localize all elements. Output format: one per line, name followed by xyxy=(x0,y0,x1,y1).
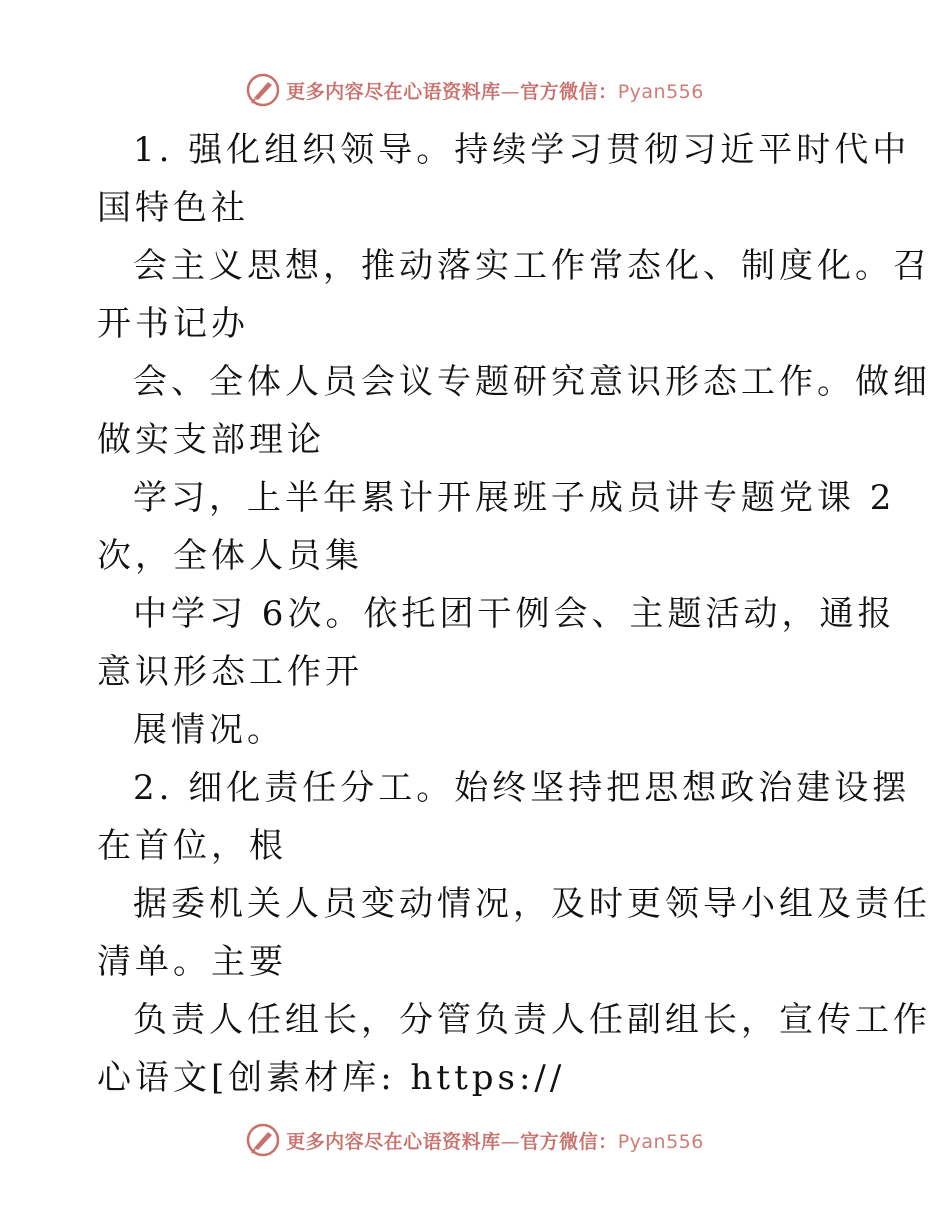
footer-brand: 更多内容尽在心语资料库 xyxy=(286,1130,501,1153)
body-line: 中学习 6次。依托团干例会、主题活动，通报 xyxy=(133,594,896,634)
quill-badge-icon xyxy=(246,73,280,107)
body-line: 1. 强化组织领导。持续学习贯彻习近平时代中 xyxy=(133,130,911,170)
footer-account: Pyan556 xyxy=(617,1130,704,1153)
body-line: 据委机关人员变动情况，及时更领导小组及责任 xyxy=(133,884,931,924)
body-line: 会、全体人员会议专题研究意识形态工作。做细 xyxy=(133,362,931,402)
body-line: 开书记办 xyxy=(97,304,249,344)
footer-text xyxy=(286,1127,704,1154)
header-official: 官方微信： xyxy=(520,80,618,103)
body-line: 负责人任组长，分管负责人任副组长，宣传工作 xyxy=(133,1000,931,1040)
header-account: Pyan556 xyxy=(617,80,704,103)
header-watermark xyxy=(0,70,950,110)
footer-dash: — xyxy=(500,1130,521,1153)
body-line: 2. 细化责任分工。始终坚持把思想政治建设摆 xyxy=(133,768,911,808)
body-line: 心语文[创素材库: https:// xyxy=(97,1058,566,1098)
body-line: 次，全体人员集 xyxy=(97,536,363,576)
body-line: 国特色社 xyxy=(97,188,249,228)
footer-watermark xyxy=(0,1120,950,1160)
body-line: 清单。主要 xyxy=(97,942,287,982)
body-line: 在首位，根 xyxy=(97,826,287,866)
footer-official: 官方微信： xyxy=(520,1130,618,1153)
body-line: 展情况。 xyxy=(133,710,285,750)
body-line: 会主义思想，推动落实工作常态化、制度化。召 xyxy=(133,246,931,286)
header-dash: — xyxy=(500,80,521,103)
quill-badge-icon xyxy=(246,1123,280,1157)
header-brand: 更多内容尽在心语资料库 xyxy=(286,80,501,103)
header-text xyxy=(286,77,704,104)
body-line: 学习，上半年累计开展班子成员讲专题党课 2 xyxy=(133,478,896,518)
body-line: 意识形态工作开 xyxy=(97,652,363,692)
body-line: 做实支部理论 xyxy=(97,420,325,460)
